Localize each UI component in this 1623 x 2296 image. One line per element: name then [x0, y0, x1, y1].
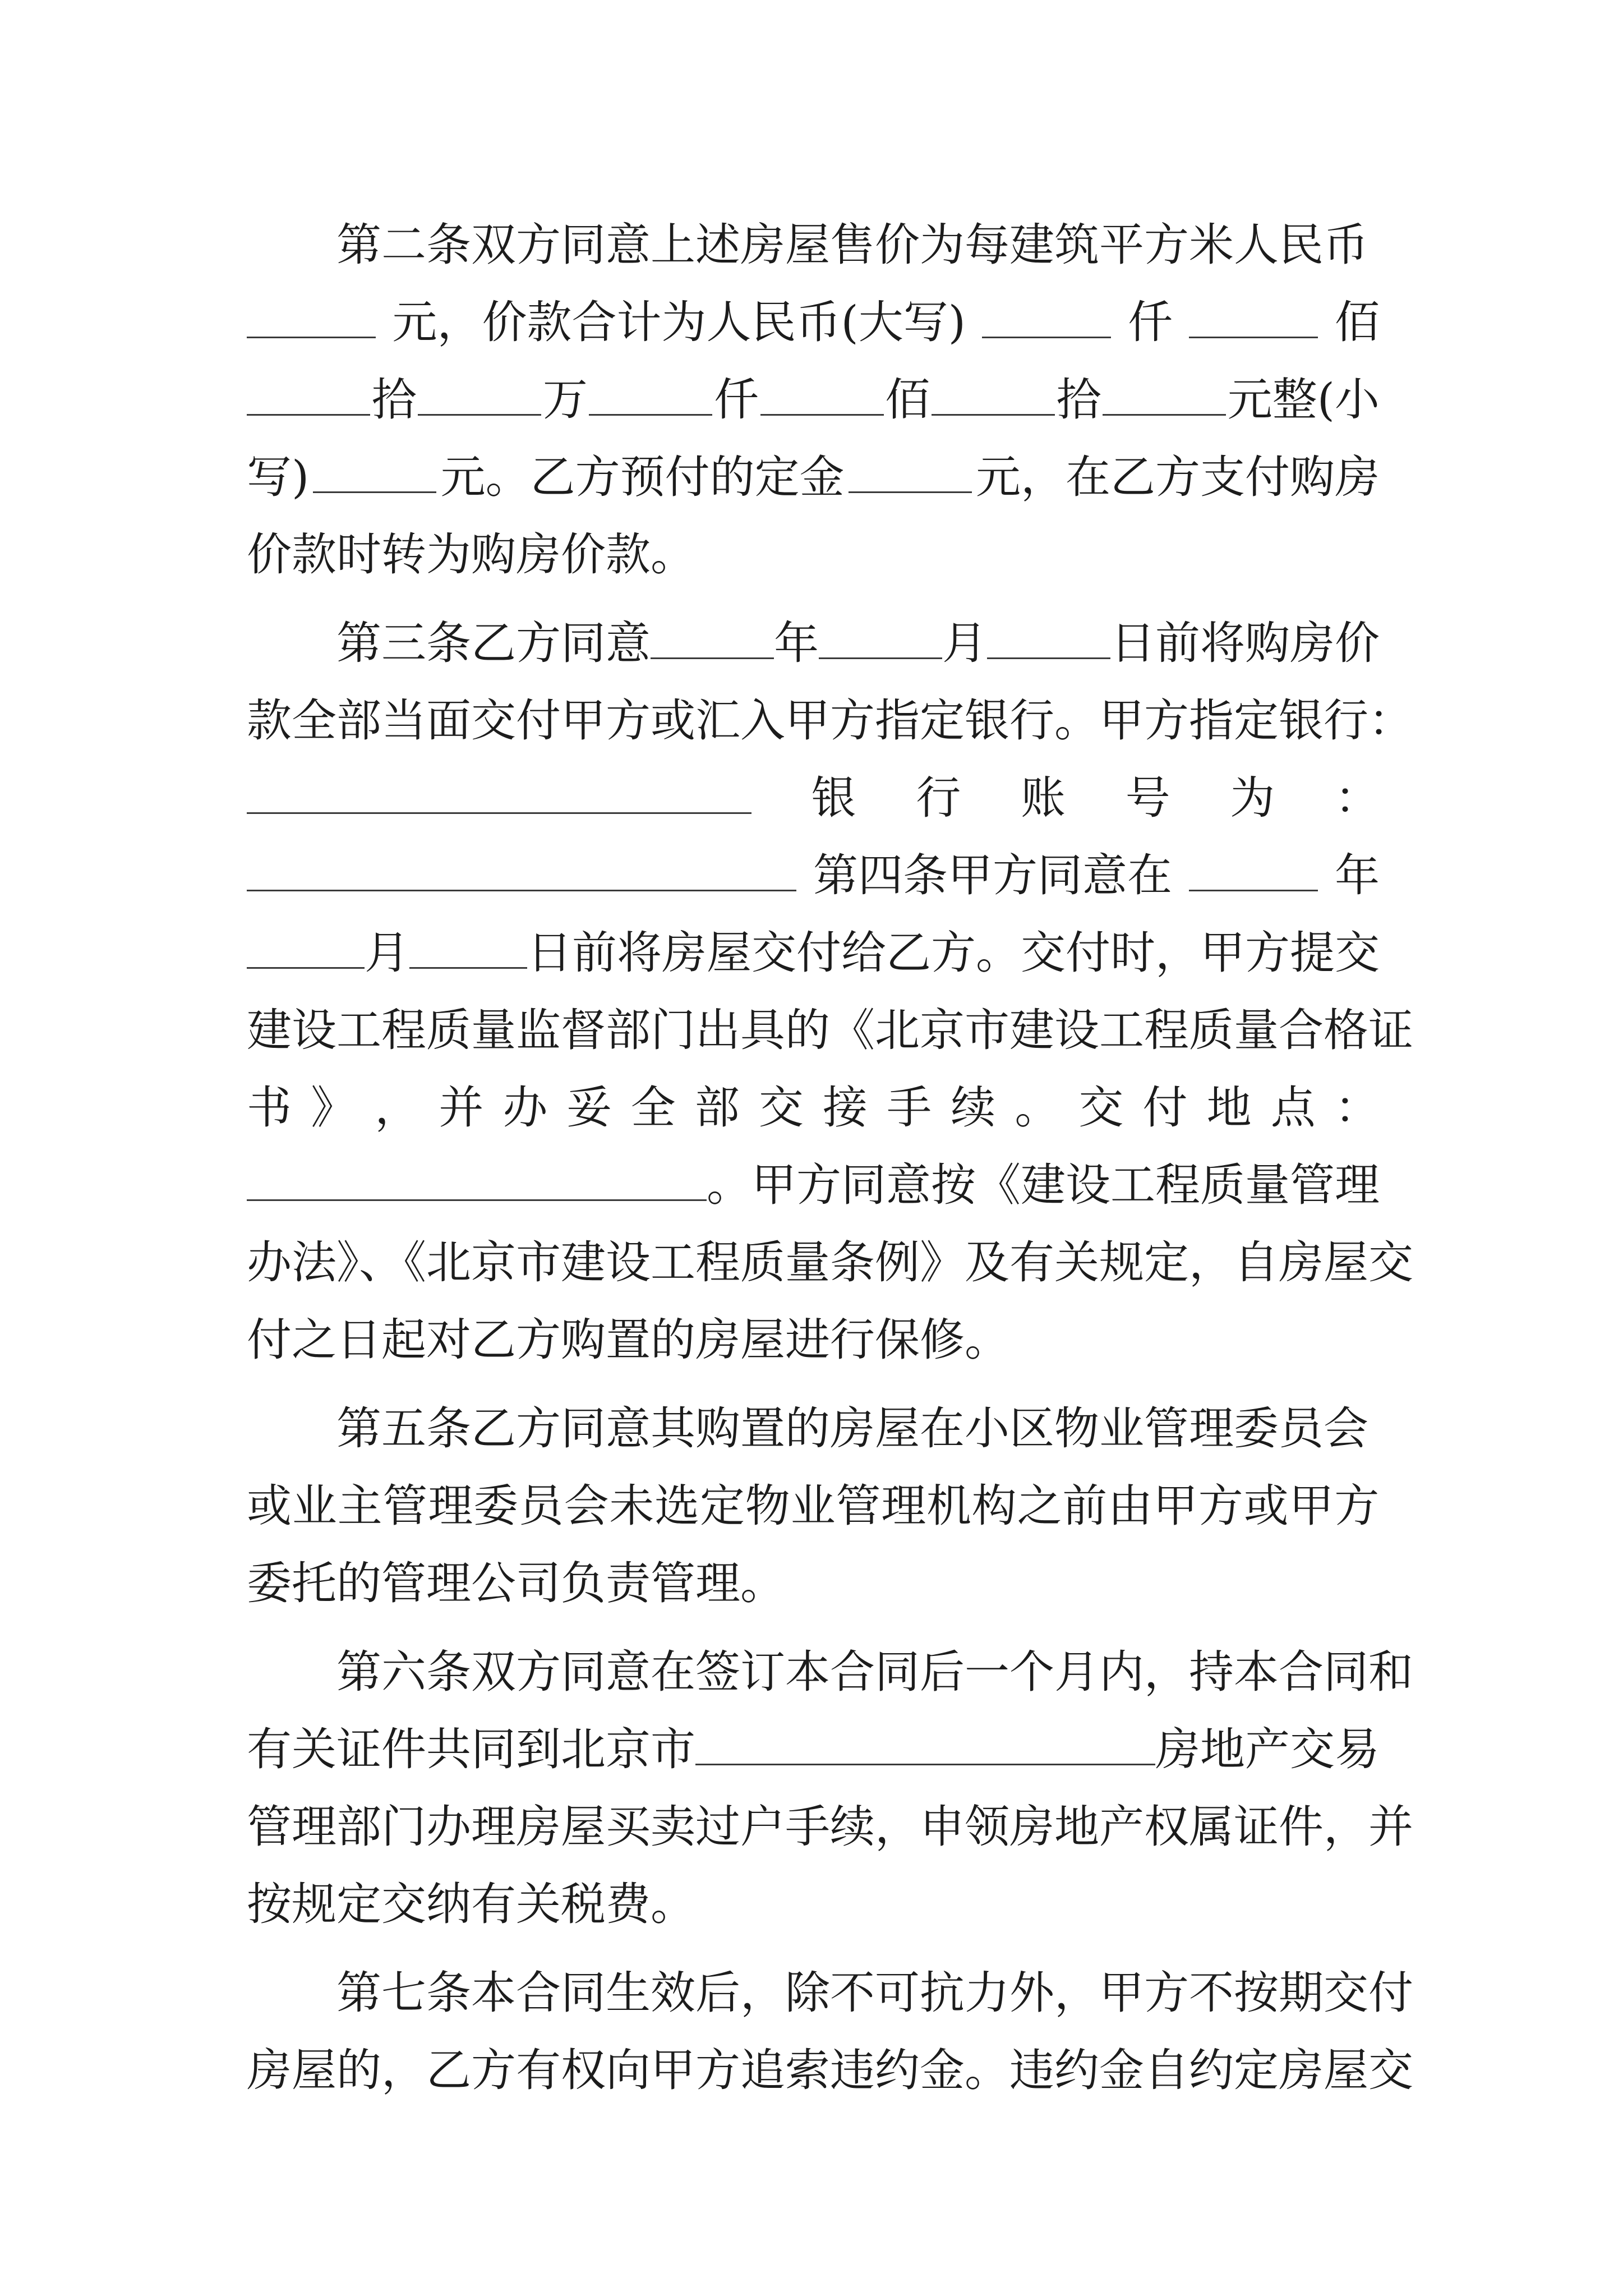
unit-label: 月 — [942, 617, 987, 669]
article-2-line-5 — [247, 516, 1380, 593]
spaced-char: ： — [1334, 1082, 1380, 1134]
account-number-blank — [247, 890, 796, 891]
delivery-place-blank — [247, 1199, 707, 1201]
article-2-text: 写) — [247, 451, 310, 503]
spaced-char: 银 — [811, 772, 856, 824]
unit-label: 佰 — [885, 374, 930, 426]
spaced-char: ： — [1334, 772, 1380, 824]
article-4-text: 建设工程质量监督部门出具的《北京市建设工程质量合格证 — [247, 1004, 1413, 1056]
article-4-text: 日前将房屋交付给乙方。交付时，甲方提交 — [527, 927, 1380, 979]
article-3-text: 日前将购房价 — [1110, 617, 1380, 669]
amount-blank — [418, 414, 541, 416]
unit-label: 月 — [365, 927, 409, 979]
spaced-char: 妥 — [566, 1082, 612, 1134]
article-6-line-2 — [247, 1711, 1380, 1788]
spaced-char: 账 — [1020, 772, 1066, 824]
article-6-text: 有关证件共同到北京市 — [247, 1723, 695, 1775]
spaced-char: 并 — [439, 1082, 484, 1134]
article-4-line-2 — [247, 914, 1380, 992]
article-7-line-1 — [247, 1954, 1413, 2032]
article-4-line-6 — [247, 1224, 1413, 1301]
article-6-text: 管理部门办理房屋买卖过户手续，申领房地产权属证件，并 — [247, 1801, 1413, 1853]
article-6-text: 房地产交易 — [1155, 1723, 1380, 1775]
unit-label: 拾 — [1056, 374, 1101, 426]
amount-qian-blank — [982, 337, 1111, 338]
article-2-line-4 — [247, 439, 1380, 516]
spaced-char: 部 — [694, 1082, 740, 1134]
article-5-text: 第五条乙方同意其购置的房屋在小区物业管理委员会 — [336, 1402, 1368, 1455]
article-3-line-3 — [247, 760, 1380, 837]
article-4-line-7 — [247, 1301, 1380, 1379]
article-5-line-1 — [247, 1390, 1380, 1467]
spaced-char: 。 — [1015, 1082, 1060, 1134]
delivery-month-blank — [247, 967, 365, 969]
spaced-char: 书 — [247, 1082, 292, 1134]
amount-blank — [760, 414, 884, 416]
spaced-char: 全 — [630, 1082, 676, 1134]
article-6-line-3 — [247, 1788, 1413, 1866]
spaced-char: 点 — [1270, 1082, 1316, 1134]
unit-label: 元整(小 — [1227, 374, 1380, 426]
article-2-text: 价款时转为购房价款。 — [247, 528, 695, 581]
spaced-char: 手 — [887, 1082, 932, 1134]
amount-blank — [1103, 414, 1226, 416]
article-4-line-4 — [247, 1069, 1380, 1147]
article-2-line-3 — [247, 361, 1380, 439]
article-3-line-1 — [247, 605, 1380, 682]
article-5-text: 委托的管理公司负责管理。 — [247, 1557, 785, 1609]
article-5-text: 或业主管理委员会未选定物业管理机构之前由甲方或甲方 — [247, 1480, 1380, 1532]
article-7-line-2 — [247, 2032, 1413, 2109]
unit-label: 仟 — [1127, 296, 1173, 348]
spaced-char: 付 — [1142, 1082, 1188, 1134]
unit-label: 年 — [1335, 849, 1380, 901]
spaced-char: 地 — [1206, 1082, 1252, 1134]
spaced-char: 续 — [951, 1082, 996, 1134]
article-3-line-2 — [247, 682, 1413, 760]
payment-year-blank — [651, 657, 774, 659]
article-2-line-2 — [247, 284, 1380, 361]
article-4-line-1 — [247, 837, 1380, 914]
unit-label: 年 — [774, 617, 819, 669]
article-7-text: 第七条本合同生效后，除不可抗力外，甲方不按期交付 — [336, 1967, 1413, 2019]
amount-lowercase-blank — [313, 491, 436, 493]
delivery-year-blank — [1189, 890, 1318, 891]
article-4-text: 第四条甲方同意在 — [813, 849, 1172, 901]
amount-bai-blank — [1189, 337, 1318, 338]
payment-day-blank — [987, 657, 1110, 659]
district-blank — [695, 1764, 1155, 1765]
article-4-line-3 — [247, 992, 1413, 1069]
spaced-char: ， — [375, 1082, 420, 1134]
amount-blank — [589, 414, 712, 416]
amount-blank — [247, 414, 370, 416]
amount-blank — [932, 414, 1055, 416]
article-6-line-1 — [247, 1634, 1413, 1711]
article-5-line-2 — [247, 1467, 1380, 1545]
spaced-char: 交 — [1078, 1082, 1124, 1134]
article-2-text: 第二条双方同意上述房屋售价为每建筑平方米人民币 — [336, 219, 1368, 271]
spaced-char: 交 — [758, 1082, 804, 1134]
unit-label: 万 — [542, 374, 588, 426]
article-6-text: 第六条双方同意在签订本合同后一个月内，持本合同和 — [336, 1646, 1413, 1698]
article-2-line-1 — [247, 206, 1380, 284]
article-7-text: 房屋的，乙方有权向甲方追索违约金。违约金自约定房屋交 — [247, 2044, 1413, 2096]
spaced-char: 行 — [916, 772, 961, 824]
spaced-char: 办 — [502, 1082, 548, 1134]
unit-label: 拾 — [371, 374, 417, 426]
spaced-char: 》 — [311, 1082, 356, 1134]
payment-month-blank — [819, 657, 942, 659]
unit-label: 佰 — [1335, 296, 1380, 348]
bank-name-blank — [247, 812, 751, 814]
article-4-line-5 — [247, 1147, 1380, 1224]
spaced-char: 接 — [822, 1082, 868, 1134]
article-4-text: 办法》、《北京市建设工程质量条例》及有关规定，自房屋交 — [247, 1236, 1413, 1289]
spaced-char: 号 — [1125, 772, 1170, 824]
article-3-text: 第三条乙方同意 — [336, 617, 651, 669]
article-6-text: 按规定交纳有关税费。 — [247, 1878, 695, 1930]
article-5-line-3 — [247, 1545, 1380, 1622]
article-4-text: 。甲方同意按《建设工程质量管理 — [707, 1159, 1380, 1211]
deposit-blank — [849, 491, 972, 493]
article-4-text: 付之日起对乙方购置的房屋进行保修。 — [247, 1314, 1009, 1366]
article-6-line-4 — [247, 1866, 1380, 1943]
article-3-text: 款全部当面交付甲方或汇入甲方指定银行。甲方指定银行： — [247, 694, 1413, 747]
article-2-text: 元，在乙方支付购房 — [975, 451, 1380, 503]
delivery-day-blank — [409, 967, 527, 969]
spaced-char: 为 — [1230, 772, 1275, 824]
unit-label: 仟 — [714, 374, 759, 426]
article-2-text: 元。乙方预付的定金 — [440, 451, 845, 503]
contract-body — [247, 206, 1413, 2109]
unit-price-blank — [247, 337, 376, 338]
article-2-text: 元，价款合计为人民币(大写) — [392, 296, 966, 348]
